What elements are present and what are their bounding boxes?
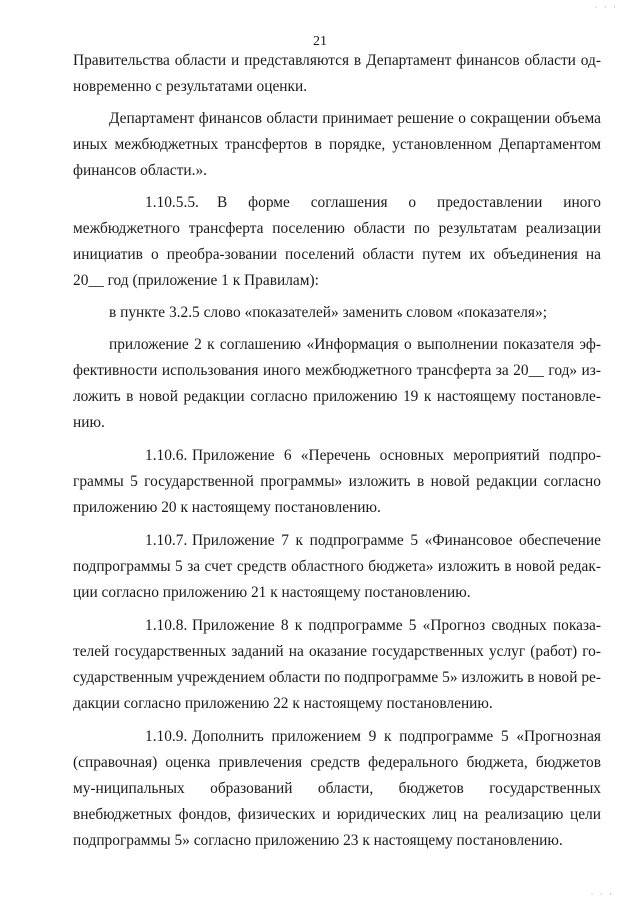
clause-number: 1.10.7. bbox=[145, 532, 188, 549]
paragraph-item-3-2-5: в пункте 3.2.5 слово «показателей» заменить словом «показателя»; bbox=[109, 304, 547, 321]
clause-1-10-9 bbox=[73, 724, 601, 854]
document-body bbox=[73, 48, 601, 860]
clause-text: Приложение 6 «Перечень основных мероприятий подпро-граммы 5 государственной программы» изложить в новой редакции согласно приложению 20 к настоящему постановлению. bbox=[73, 447, 601, 516]
paragraph-finance-decision: Департамент финансов области принимает решение о сокращении объема иных межбюджетных трансфертов в порядке, установленном Департаментом финансов области.». bbox=[73, 110, 601, 179]
clause-1-10-6 bbox=[73, 443, 601, 521]
clause-text: Приложение 8 к подпрограмме 5 «Прогноз сводных показа-телей государственных заданий на оказание государственных услуг (работ) го-сударственным учреждением области по подпрограмме 5» изложить в новой ре-дакции согласно приложению 22 к настоящему постановлению. bbox=[73, 617, 601, 712]
clause-text: Дополнить приложением 9 к подпрограмме 5 «Прогнозная (справочная) оценка привлечения средств федерального бюджета, бюджетов му-ниципальных образований области, бюджетов государственных внебюджетных фондов, физических и юридических лиц на реализацию цели подпрограммы 5» согласно приложению 23 к настоящему постановлению. bbox=[73, 728, 601, 849]
clause-1-10-8 bbox=[73, 613, 601, 717]
corner-mark-bottom: · · · bbox=[590, 889, 614, 899]
paragraph-continuation: Правительства области и представляются в Департамент финансов области од-новременно с результатами оценки. bbox=[73, 52, 601, 95]
clause-text: Приложение 7 к подпрограмме 5 «Финансовое обеспечение подпрограммы 5 за счет средств областного бюджета» изложить в новой редак-ции согласно приложению 21 к настоящему постановлению. bbox=[73, 532, 601, 601]
paragraph-appendix-2: приложение 2 к соглашению «Информация о выполнении показателя эф-фективности использования иного межбюджетного трансферта за 20__ год» из-ложить в новой редакции согласно приложению 19 к настоящему постановле-нию. bbox=[73, 336, 601, 431]
clause-text: В форме соглашения о предоставлении иного межбюджетного трансферта поселению области по результатам реализации инициатив о преобра-зовании поселений области путем их объединения на 20__ год (приложение 1 к Правилам): bbox=[73, 194, 601, 289]
clause-number: 1.10.9. bbox=[145, 728, 188, 745]
clause-1-10-5-5 bbox=[73, 190, 601, 294]
clause-number: 1.10.5.5. bbox=[145, 194, 199, 211]
clause-1-10-7 bbox=[73, 528, 601, 606]
page-number: 21 bbox=[313, 34, 327, 49]
corner-mark-top: · · · bbox=[594, 2, 618, 12]
clause-number: 1.10.8. bbox=[145, 617, 188, 634]
clause-number: 1.10.6. bbox=[145, 447, 188, 464]
